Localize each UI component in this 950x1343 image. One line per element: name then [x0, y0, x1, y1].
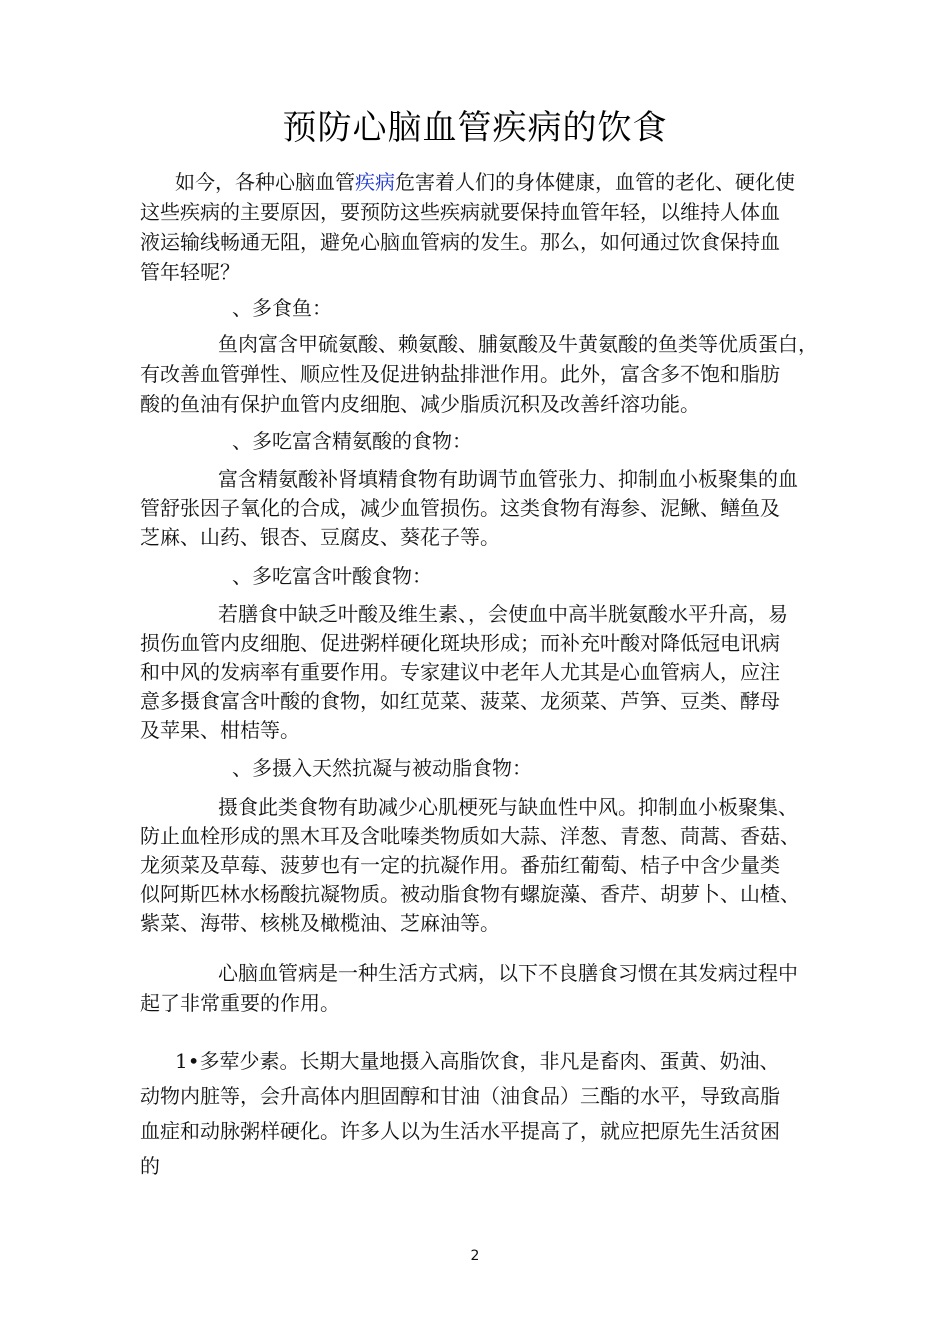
paragraph-line: 鱼肉富含甲硫氨酸、赖氨酸、脯氨酸及牛黄氨酸的鱼类等优质蛋白， [218, 332, 818, 356]
paragraph-line: 龙须菜及草莓、菠萝也有一定的抗凝作用。番茄红葡萄、桔子中含少量类 [140, 853, 780, 877]
paragraph-line: 和中风的发病率有重要作用。专家建议中老年人尤其是心血管病人，应注 [140, 660, 780, 684]
paragraph-line: 损伤血管内皮细胞、促进粥样硬化斑块形成；而补充叶酸对降低冠电讯病 [140, 631, 780, 655]
intro-line-3: 液运输线畅通无阻，避免心脑血管病的发生。那么，如何通过饮食保持血 [140, 230, 780, 254]
paragraph-line: 起了非常重要的作用。 [140, 991, 340, 1015]
paragraph-line: 富含精氨酸补肾填精食物有助调节血管张力、抑制血小板聚集的血 [218, 467, 798, 491]
section-heading-arginine: 、多吃富含精氨酸的食物： [232, 429, 472, 453]
paragraph-line: 意多摄食富含叶酸的食物，如红苋菜、菠菜、龙须菜、芦笋、豆类、酵母 [140, 689, 780, 713]
section-heading-fish: 、多食鱼： [232, 296, 332, 320]
intro-line-1 [175, 166, 795, 195]
paragraph-line: 摄食此类食物有助减少心肌梗死与缺血性中风。抑制血小板聚集、 [218, 795, 798, 819]
paragraph-line: 心脑血管病是一种生活方式病，以下不良膳食习惯在其发病过程中 [218, 961, 798, 985]
paragraph-line: 管舒张因子氧化的合成，减少血管损伤。这类食物有海参、泥鳅、鳝鱼及 [140, 496, 780, 520]
paragraph-line: 的 [140, 1154, 160, 1178]
section-heading-anticoagulant: 、多摄入天然抗凝与被动脂食物： [232, 756, 532, 780]
paragraph-line: 1•多荤少素。长期大量地摄入高脂饮食，非凡是畜肉、蛋黄、奶油、 [175, 1049, 780, 1073]
paragraph-line: 有改善血管弹性、顺应性及促进钠盐排泄作用。此外，富含多不饱和脂肪 [140, 362, 780, 386]
paragraph-line: 似阿斯匹林水杨酸抗凝物质。被动脂食物有螺旋藻、香芹、胡萝卜、山楂、 [140, 882, 800, 906]
paragraph-line: 紫菜、海带、核桃及橄榄油、芝麻油等。 [140, 911, 500, 935]
document-title: 预防心脑血管疾病的饮食 [282, 108, 668, 148]
paragraph-line: 芝麻、山药、银杏、豆腐皮、葵花子等。 [140, 525, 500, 549]
intro-text: 如今，各种心脑血管 [175, 170, 355, 194]
paragraph-line: 及苹果、柑桔等。 [140, 718, 300, 742]
section-heading-folic-acid: 、多吃富含叶酸食物： [232, 564, 432, 588]
paragraph-line: 血症和动脉粥样硬化。许多人以为生活水平提高了，就应把原先生活贫困 [140, 1119, 780, 1143]
intro-line-2: 这些疾病的主要原因，要预防这些疾病就要保持血管年轻，以维持人体血 [140, 200, 780, 224]
disease-link[interactable]: 疾病 [355, 170, 395, 194]
paragraph-line: 防止血栓形成的黑木耳及含吡嗪类物质如大蒜、洋葱、青葱、茼蒿、香菇、 [140, 824, 800, 848]
intro-line-4: 管年轻呢？ [140, 260, 240, 284]
paragraph-line: 酸的鱼油有保护血管内皮细胞、减少脂质沉积及改善纤溶功能。 [140, 392, 700, 416]
paragraph-line: 若膳食中缺乏叶酸及维生素、，会使血中高半胱氨酸水平升高，易 [218, 602, 788, 626]
intro-text: 危害着人们的身体健康，血管的老化、硬化使 [395, 170, 795, 194]
page-number: 2 [470, 1248, 480, 1264]
paragraph-line: 动物内脏等，会升高体内胆固醇和甘油（油食品）三酯的水平，导致高脂 [140, 1084, 780, 1108]
